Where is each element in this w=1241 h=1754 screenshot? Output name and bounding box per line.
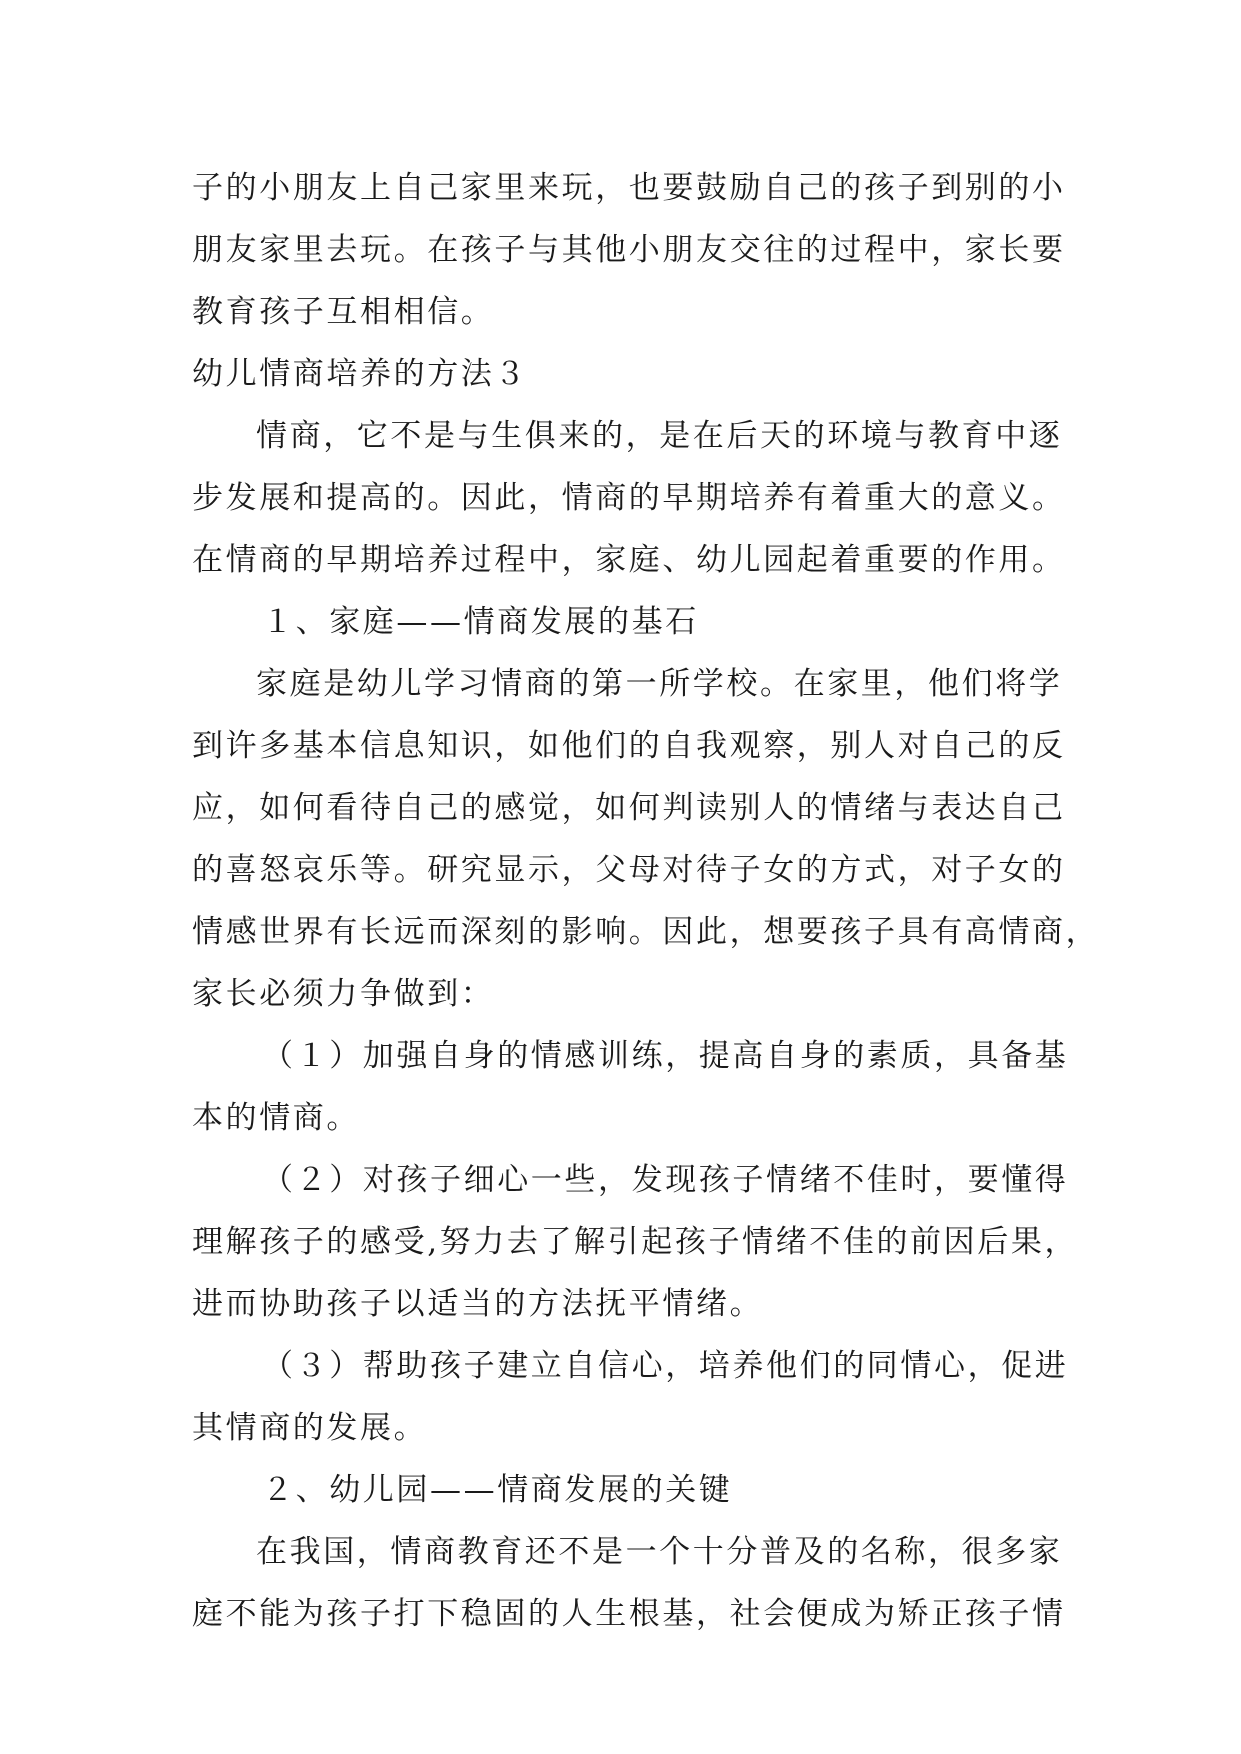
body-text-line: 情商，它不是与生俱来的，是在后天的环境与教育中逐: [256, 418, 1063, 454]
subsection-heading: ２、幼儿园——情商发展的关键: [262, 1472, 733, 1508]
body-text-line: 步发展和提高的。因此，情商的早期培养有着重大的意义。: [192, 480, 1066, 516]
body-text-line: 教育孩子互相相信。: [192, 294, 495, 330]
body-text-line: 子的小朋友上自己家里来玩，也要鼓励自己的孩子到别的小: [192, 170, 1066, 206]
subsection-heading: １、家庭——情商发展的基石: [262, 604, 699, 640]
body-text-line: 应，如何看待自己的感觉，如何判读别人的情绪与表达自己: [192, 790, 1066, 826]
body-text-line: 家庭是幼儿学习情商的第一所学校。在家里，他们将学: [256, 666, 1063, 702]
list-item-line: （３）帮助孩子建立自信心，培养他们的同情心，促进: [262, 1348, 1069, 1384]
body-text-line: 情感世界有长远而深刻的影响。因此，想要孩子具有高情商，: [192, 914, 1100, 950]
body-text-line: 庭不能为孩子打下稳固的人生根基，社会便成为矫正孩子情: [192, 1596, 1066, 1632]
body-text-line: 在情商的早期培养过程中，家庭、幼儿园起着重要的作用。: [192, 542, 1066, 578]
body-text-line: 朋友家里去玩。在孩子与其他小朋友交往的过程中，家长要: [192, 232, 1066, 268]
body-text-line: 进而协助孩子以适当的方法抚平情绪。: [192, 1286, 764, 1322]
list-item-line: （２）对孩子细心一些，发现孩子情绪不佳时，要懂得: [262, 1162, 1069, 1198]
section-heading: 幼儿情商培养的方法３: [192, 356, 528, 392]
body-text-line: 在我国，情商教育还不是一个十分普及的名称，很多家: [256, 1534, 1063, 1570]
body-text-line: 的喜怒哀乐等。研究显示，父母对待子女的方式，对子女的: [192, 852, 1066, 888]
body-text-line: 到许多基本信息知识，如他们的自我观察，别人对自己的反: [192, 728, 1066, 764]
body-text-line: 本的情商。: [192, 1100, 360, 1136]
body-text-line: 家长必须力争做到：: [192, 976, 495, 1012]
list-item-line: （１）加强自身的情感训练，提高自身的素质，具备基: [262, 1038, 1069, 1074]
body-text-line: 理解孩子的感受,努力去了解引起孩子情绪不佳的前因后果，: [192, 1224, 1079, 1260]
body-text-line: 其情商的发展。: [192, 1410, 428, 1446]
